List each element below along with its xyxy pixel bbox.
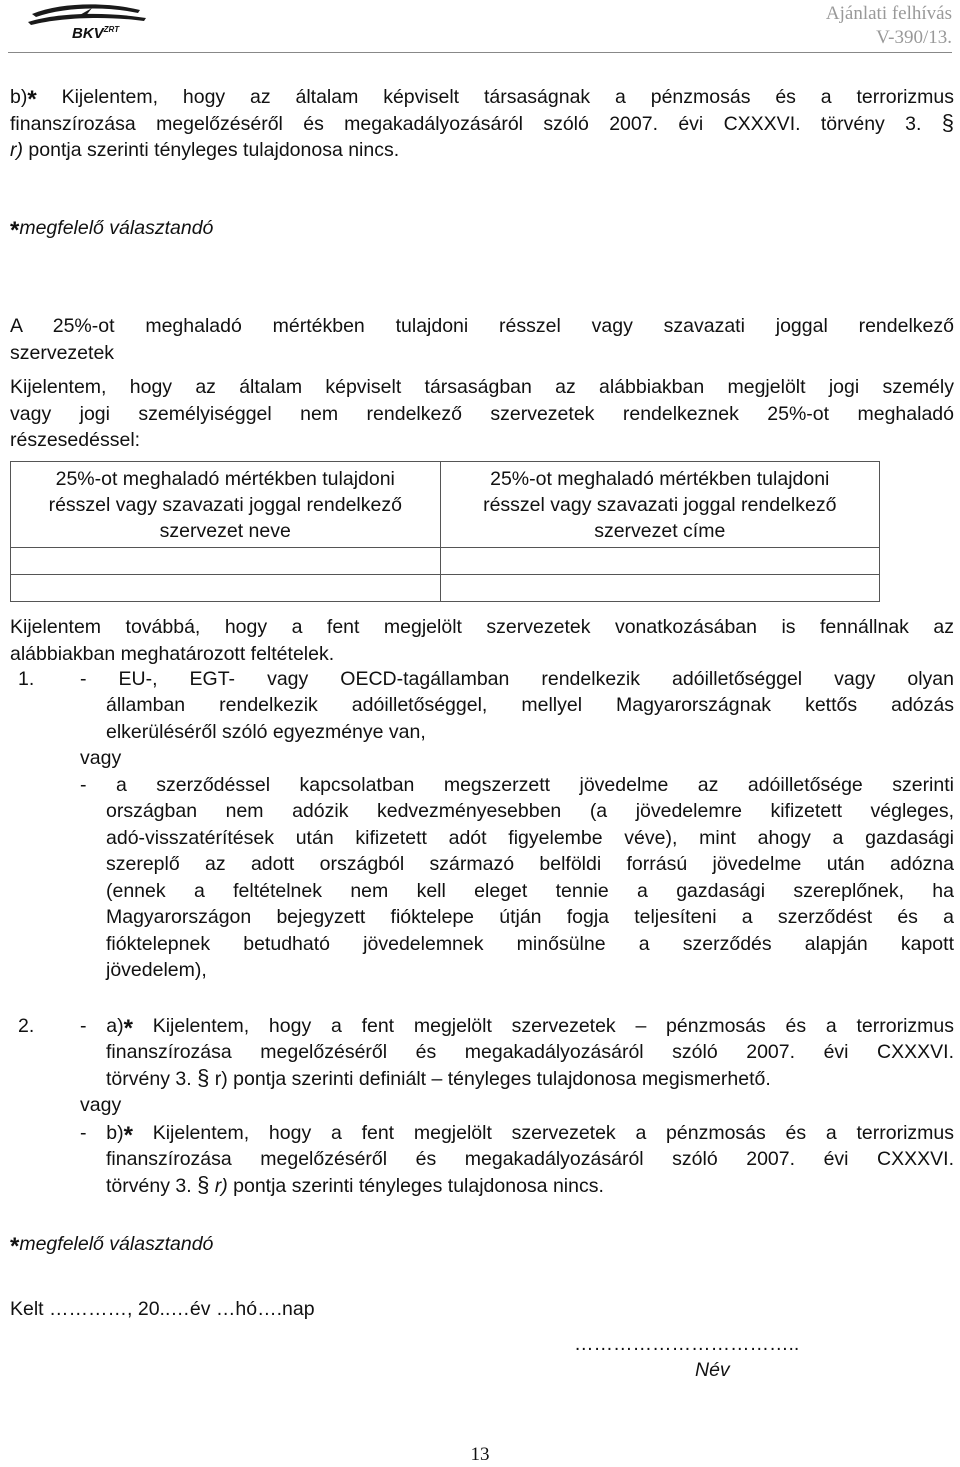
- document-header: [826, 2, 952, 50]
- item-1-condition-b: - a szerződéssel kapcsolatban megszerzett jövedelme az adóilletősége szerinti: [80, 774, 954, 796]
- item-2-option-b: - b)* Kijelentem, hogy a fent megjelölt szervezetek a pénzmosás és a terrorizmus: [80, 1122, 954, 1149]
- header-title: Ajánlati felhívás: [825, 3, 952, 24]
- column-header-name: 25%-ot meghaladó mértékben tulajdoni résszel vagy szavazati joggal rendelkező szervezet neve: [11, 462, 441, 548]
- further-paragraph: Kijelentem továbbá, hogy a fent megjelölt szervezetek vonatkozásában is fennállnak az alábbiakban meghatározott feltételek.: [10, 616, 954, 665]
- logo-wordmark: $BKV^{ZRT}$: [72, 25, 120, 42]
- item-2-option-b-cont: finanszírozása megelőzéséről és megakadályozásáról szóló 2007. évi CXXXVI. törvény 3. § r) pontja szerinti tényleges tulajdonosa nincs.: [106, 1148, 954, 1197]
- section-sign: §: [197, 1171, 210, 1197]
- asterisk-mark: *: [27, 86, 37, 113]
- signature-name-label: Név: [695, 1359, 730, 1381]
- address-cell[interactable]: [440, 548, 879, 575]
- owners-table: [10, 461, 880, 602]
- item-2-option-a-cont: finanszírozása megelőzéséről és megakadályozásáról szóló 2007. évi CXXXVI. törvény 3. § r) pontja szerinti definiált – tényleges tulajdonosa megismerhető.: [106, 1041, 954, 1090]
- section-title: A 25%-ot meghaladó mértékben tulajdoni résszel vagy szavazati joggal rendelkező szervezetek: [10, 315, 954, 364]
- name-cell[interactable]: [11, 548, 441, 575]
- item-2-option-a: - a)* Kijelentem, hogy a fent megjelölt szervezetek – pénzmosás és a terrorizmus: [80, 1015, 954, 1042]
- date-line: Kelt …………, 20..…év …hó….nap: [10, 1298, 315, 1320]
- footnote-choose-2: *megfelelő választandó: [10, 1233, 214, 1260]
- item-1-condition-a-cont: államban rendelkezik adóilletőséggel, mellyel Magyarországnak kettős adózás elkerüléséről szóló egyezménye van,: [106, 694, 954, 743]
- item-2-or: vagy: [80, 1094, 122, 1116]
- name-cell[interactable]: [11, 575, 441, 602]
- asterisk-mark: *: [123, 1015, 133, 1042]
- item-2-number: 2.: [18, 1015, 35, 1037]
- top-paragraph: b)* Kijelentem, hogy az általam képviselt társaságnak a pénzmosás és a terrorizmus finanszírozása megelőzéséről és megakadályozásáról szóló 2007. évi CXXXVI. törvény 3. § r) pontja szerinti tényleges tulajdonosa nincs.: [10, 86, 955, 161]
- section-sign: §: [197, 1064, 210, 1090]
- declaration-paragraph: Kijelentem, hogy az általam képviselt társaságban az alábbiakban megjelölt jogi személy vagy jogi személyiséggel nem rendelkező szervezetek rendelkeznek 25%-ot meghaladó részesedéssel:: [10, 376, 954, 451]
- footnote-choose: *megfelelő választandó: [10, 217, 214, 244]
- page-number: 13: [470, 1444, 490, 1465]
- table-header-row: [11, 462, 880, 548]
- table-row: [11, 575, 880, 602]
- header-reference: V-390/13.: [876, 27, 952, 48]
- section-sign: §: [941, 109, 955, 135]
- asterisk-mark: *: [123, 1122, 133, 1149]
- table-row: [11, 548, 880, 575]
- bkv-logo: [22, 0, 152, 42]
- column-header-address: 25%-ot meghaladó mértékben tulajdoni résszel vagy szavazati joggal rendelkező szervezet címe: [440, 462, 879, 548]
- header-divider: [8, 52, 952, 53]
- address-cell[interactable]: [440, 575, 879, 602]
- item-1-condition-b-cont: országban nem adózik kedvezményesebben (a jövedelemre kifizetett végleges, adó-visszatérítések után kifizetett adót figyelembe véve), mint ahogy a gazdasági szereplő az adott országból származó belföldi forrású jövedelme után adózna (ennek a feltételnek nem kell eleget tennie a gazdasági szereplőnek, ha Magyarországon bejegyzett fióktelepe útján fogja teljesíteni a szerződést és a fióktelepnek betudható jövedelemnek minősülne a szerződés alapján kapott jövedelem),: [106, 800, 954, 981]
- item-1-number: 1.: [18, 668, 35, 690]
- signature-dots: ……………………………..: [574, 1333, 800, 1355]
- item-1-condition-a: - EU-, EGT- vagy OECD-tagállamban rendelkezik adóilletőséggel vagy olyan: [80, 668, 954, 690]
- item-1-or: vagy: [80, 747, 122, 769]
